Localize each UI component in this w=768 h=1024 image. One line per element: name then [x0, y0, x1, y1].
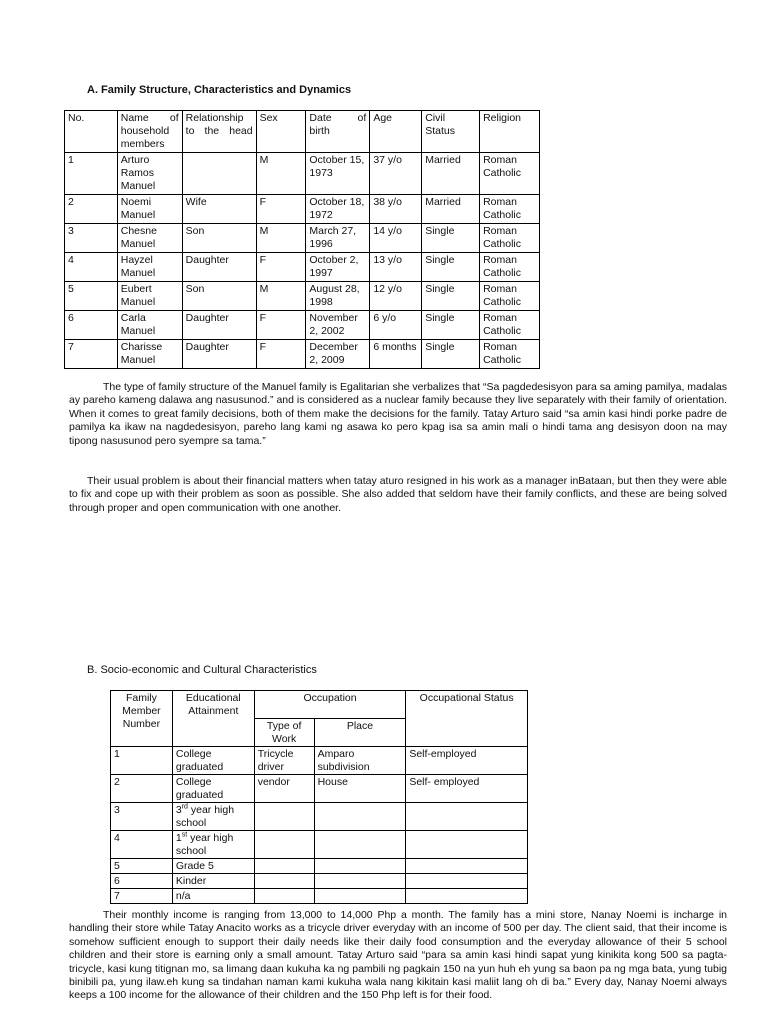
cell-type-of-work: vendor — [254, 775, 314, 803]
family-structure-table — [64, 110, 540, 369]
cell-religion: Roman Catholic — [480, 153, 540, 195]
cell-no: 4 — [65, 253, 118, 282]
header-dob: Date of birth — [306, 111, 370, 153]
cell-type-of-work — [254, 803, 314, 831]
header-educational-attainment: Educational Attainment — [172, 691, 254, 747]
table-row — [111, 803, 528, 831]
table-row — [111, 874, 528, 889]
cell-civil: Single — [422, 224, 480, 253]
cell-no: 1 — [65, 153, 118, 195]
cell-no: 5 — [65, 282, 118, 311]
cell-dob: October 2, 1997 — [306, 253, 370, 282]
table-header-row — [65, 111, 540, 153]
cell-education: Grade 5 — [172, 859, 254, 874]
cell-name: Charisse Manuel — [117, 340, 182, 369]
cell-dob: November 2, 2002 — [306, 311, 370, 340]
education-number: 3 — [175, 804, 182, 816]
education-suffix: st — [181, 831, 188, 839]
cell-sex: F — [256, 340, 306, 369]
cell-age: 14 y/o — [370, 224, 422, 253]
cell-occupational-status — [406, 889, 528, 904]
education-text: year high school — [175, 832, 234, 857]
cell-no: 7 — [65, 340, 118, 369]
cell-age: 12 y/o — [370, 282, 422, 311]
cell-civil: Married — [422, 153, 480, 195]
cell-age: 13 y/o — [370, 253, 422, 282]
cell-dob: October 15, 1973 — [306, 153, 370, 195]
cell-religion: Roman Catholic — [480, 224, 540, 253]
cell-education — [172, 831, 254, 859]
header-civil-status: Civil Status — [422, 111, 480, 153]
table-header-row — [111, 691, 528, 719]
header-relationship: Relationship to the head — [182, 111, 256, 153]
cell-place — [314, 831, 406, 859]
cell-no: 6 — [65, 311, 118, 340]
cell-name: Arturo Ramos Manuel — [117, 153, 182, 195]
family-problems-paragraph: Their usual problem is about their financial matters when tatay aturo resigned in his work as a manager inBataan, but then they were able to fix and cope up with their problem as soon as possible. She also added that seldom have their family conflicts, and these are being solved through proper and open communication with one another. — [69, 475, 727, 514]
cell-rel — [182, 153, 256, 195]
cell-dob: December 2, 2009 — [306, 340, 370, 369]
cell-dob: March 27, 1996 — [306, 224, 370, 253]
cell-occupational-status: Self- employed — [406, 775, 528, 803]
cell-civil: Single — [422, 340, 480, 369]
cell-name: Eubert Manuel — [117, 282, 182, 311]
cell-member-number: 5 — [111, 859, 173, 874]
cell-age: 6 y/o — [370, 311, 422, 340]
cell-member-number: 4 — [111, 831, 173, 859]
cell-dob: October 18, 1972 — [306, 195, 370, 224]
cell-sex: M — [256, 224, 306, 253]
section-a-heading: A. Family Structure, Characteristics and Dynamics — [87, 84, 352, 96]
cell-member-number: 2 — [111, 775, 173, 803]
table-row — [111, 831, 528, 859]
cell-no: 3 — [65, 224, 118, 253]
header-religion: Religion — [480, 111, 540, 153]
cell-religion: Roman Catholic — [480, 195, 540, 224]
table-row — [65, 153, 540, 195]
header-name: Name of household members — [117, 111, 182, 153]
cell-type-of-work: Tricycle driver — [254, 747, 314, 775]
cell-education: College graduated — [172, 775, 254, 803]
cell-dob: August 28, 1998 — [306, 282, 370, 311]
cell-education: College graduated — [172, 747, 254, 775]
socio-economic-table — [110, 690, 528, 904]
cell-occupational-status — [406, 831, 528, 859]
header-member-number: Family Member Number — [111, 691, 173, 747]
cell-no: 2 — [65, 195, 118, 224]
cell-occupational-status — [406, 859, 528, 874]
education-suffix: rd — [181, 803, 188, 811]
section-b-heading: B. Socio-economic and Cultural Characteristics — [87, 664, 317, 676]
cell-civil: Single — [422, 282, 480, 311]
cell-name: Hayzel Manuel — [117, 253, 182, 282]
cell-age: 38 y/o — [370, 195, 422, 224]
cell-occupational-status — [406, 874, 528, 889]
table-row — [65, 224, 540, 253]
cell-place: House — [314, 775, 406, 803]
table-row — [65, 311, 540, 340]
cell-rel: Son — [182, 282, 256, 311]
cell-rel: Son — [182, 224, 256, 253]
table-row — [65, 195, 540, 224]
cell-member-number: 6 — [111, 874, 173, 889]
cell-member-number: 3 — [111, 803, 173, 831]
cell-civil: Married — [422, 195, 480, 224]
cell-religion: Roman Catholic — [480, 311, 540, 340]
income-paragraph: Their monthly income is ranging from 13,000 to 14,000 Php a month. The family has a mini store, Nanay Noemi is incharge in handling their store while Tatay Anacito works as a tricycle driver everyday with an income of 500 per day. The client said, that their income is somehow sufficient enough to support their daily needs like their daily food consumption and the everyday allowance of their 5 school children and their store is earning only a small amount. Tatay Arturo said “para sa amin kasi hindi sapat yung kinikita kong 500 sa pagta-tricycle, kasi kung titignan mo, sa limang daan kukuha ka ng pambili ng pagkain 150 na yun huh eh yung sa baon pa ng mga bata, yung tubig binibili pa, yung ilaw.eh kung sa tindahan naman kami kukuha wala nang kikitain kasi maliit lang oh di ba.” Every day, Nanay Noemi always keeps a 100 income for the allowance of their children and the 150 Php left is for their food. — [69, 909, 727, 1002]
cell-type-of-work — [254, 874, 314, 889]
cell-place — [314, 889, 406, 904]
cell-religion: Roman Catholic — [480, 340, 540, 369]
cell-name: Noemi Manuel — [117, 195, 182, 224]
cell-member-number: 1 — [111, 747, 173, 775]
cell-type-of-work — [254, 831, 314, 859]
header-occupational-status: Occupational Status — [406, 691, 528, 747]
cell-place — [314, 803, 406, 831]
cell-sex: M — [256, 153, 306, 195]
cell-occupational-status: Self-employed — [406, 747, 528, 775]
cell-civil: Single — [422, 253, 480, 282]
cell-member-number: 7 — [111, 889, 173, 904]
family-structure-paragraph: The type of family structure of the Manuel family is Egalitarian she verbalizes that “Sa pagdedesisyon para sa aming pamilya, madalas ay pareho kameng dalawa ang nasusunod.” and is considered as a nuclear family because they live separately with their family of orientation. When it comes to great family decisions, both of them make the decisions for the family. Tatay Arturo said “sa amin kasi hindi porke padre de pamilya ka ikaw na nagdedesisyon, pareho lang kami ng asawa ko pero kpag isa sa amin mali o hindi tama ang desisyon doon na may tipong nasusunod pero syempre sa tama.” — [69, 381, 727, 447]
cell-civil: Single — [422, 311, 480, 340]
education-text: year high school — [175, 804, 235, 829]
cell-religion: Roman Catholic — [480, 253, 540, 282]
cell-place: Amparo subdivision — [314, 747, 406, 775]
header-age: Age — [370, 111, 422, 153]
cell-rel: Daughter — [182, 311, 256, 340]
cell-education: n/a — [172, 889, 254, 904]
cell-type-of-work — [254, 889, 314, 904]
cell-age: 6 months — [370, 340, 422, 369]
header-occupation: Occupation — [254, 691, 406, 719]
cell-name: Carla Manuel — [117, 311, 182, 340]
table-row — [111, 889, 528, 904]
header-type-of-work: Type of Work — [254, 719, 314, 747]
cell-occupational-status — [406, 803, 528, 831]
table-row — [65, 340, 540, 369]
cell-name: Chesne Manuel — [117, 224, 182, 253]
cell-place — [314, 859, 406, 874]
cell-sex: F — [256, 195, 306, 224]
cell-rel: Wife — [182, 195, 256, 224]
cell-sex: M — [256, 282, 306, 311]
cell-rel: Daughter — [182, 253, 256, 282]
cell-education: Kinder — [172, 874, 254, 889]
cell-sex: F — [256, 311, 306, 340]
table-row — [65, 282, 540, 311]
cell-sex: F — [256, 253, 306, 282]
header-no: No. — [65, 111, 118, 153]
cell-education — [172, 803, 254, 831]
table-row — [65, 253, 540, 282]
education-number: 1 — [175, 832, 182, 844]
table-row — [111, 859, 528, 874]
table-row — [111, 775, 528, 803]
header-place: Place — [314, 719, 406, 747]
cell-rel: Daughter — [182, 340, 256, 369]
header-sex: Sex — [256, 111, 306, 153]
table-row — [111, 747, 528, 775]
cell-place — [314, 874, 406, 889]
cell-age: 37 y/o — [370, 153, 422, 195]
cell-religion: Roman Catholic — [480, 282, 540, 311]
cell-type-of-work — [254, 859, 314, 874]
